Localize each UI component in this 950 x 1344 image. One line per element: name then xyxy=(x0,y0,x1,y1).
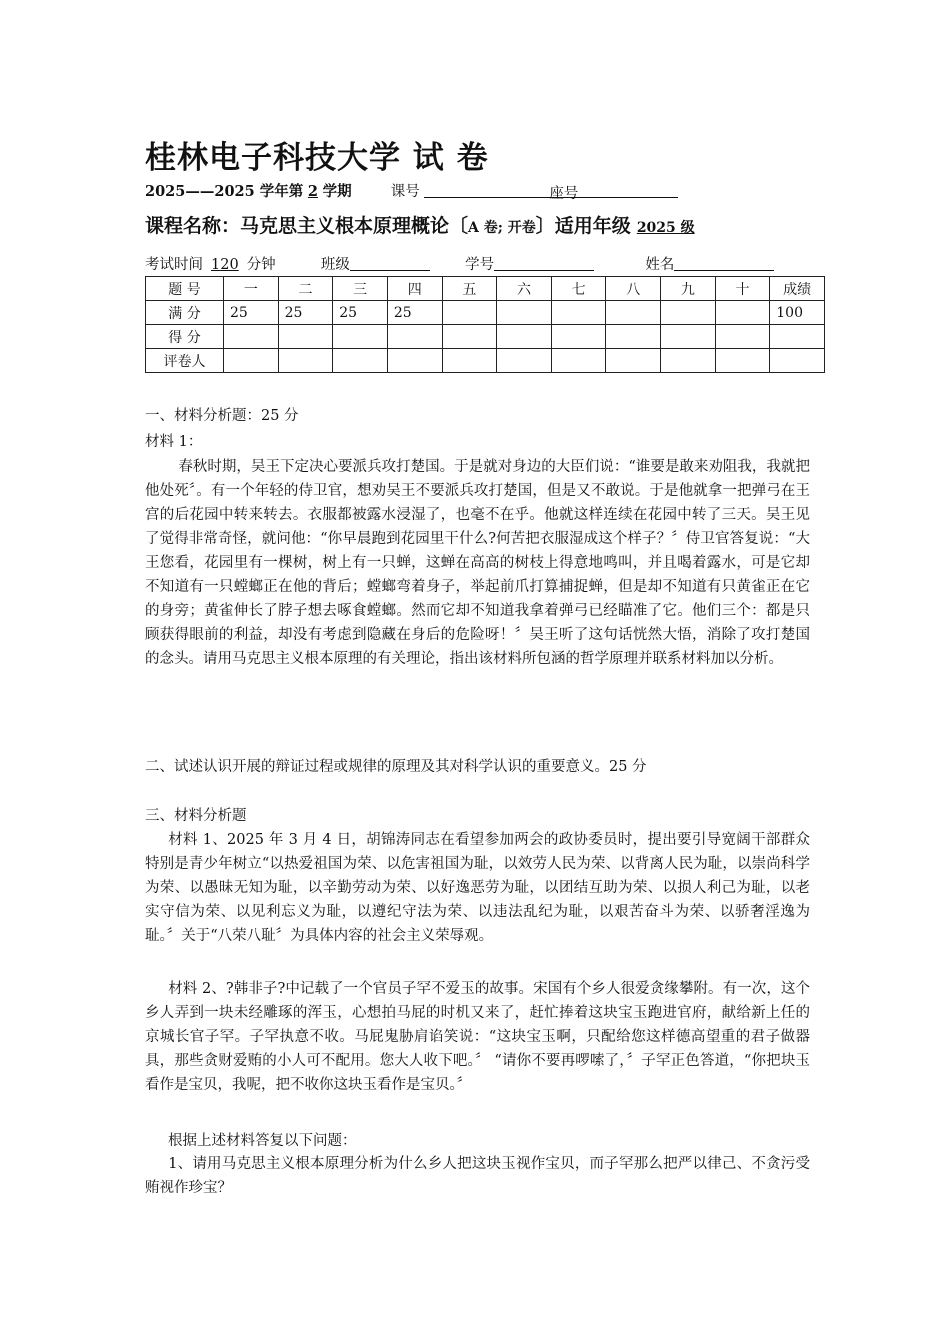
q2-heading: 二、试述认识开展的辩证过程或规律的原理及其对科学认识的重要意义。25 分 xyxy=(145,759,647,775)
course-number-blank[interactable] xyxy=(424,182,549,198)
header-cell: 二 xyxy=(278,277,333,301)
table-cell: 100 xyxy=(770,301,825,325)
score-table-header-row xyxy=(146,277,825,301)
header-cell: 六 xyxy=(497,277,552,301)
table-cell xyxy=(661,301,716,325)
table-cell[interactable] xyxy=(715,325,770,349)
q1-material-text: 春秋时期，吴王下定决心要派兵攻打楚国。于是就对身边的大臣们说：“谁要是敢来劝阻我，我就把他处死〞。有一个年轻的侍卫官，想劝吴王不要派兵攻打楚国，但是又不敢说。于是他就拿一把弹弓在王宫的后花园中转来转去。衣服都被露水浸湿了，也毫不在乎。他就这样连续在花园中转了三天。吴王见了觉得非常奇怪，就问他：“你早晨跑到花园里干什么?何苦把衣服湿成这个样子？〞侍卫官答复说：“大王您看，花园里有一棵树，树上有一只蝉，这蝉在高高的树枝上得意地鸣叫，并且喝着露水，可是它却不知道有一只螳螂正在他的背后；螳螂弯着身子，举起前爪打算捕捉蝉，但是却不知道有只黄雀正在它的身旁；黄雀伸长了脖子想去啄食螳螂。然而它却不知道我拿着弹弓已经瞄准了它。他们三个：都是只顾获得眼前的利益，却没有考虑到隐藏在身后的危险呀！〞吴王听了这句话恍然大悟，消除了攻打楚国的念头。请用马克思主义根本原理的有关理论，指出该材料所包涵的哲学原理并联系材料加以分析。 xyxy=(145,459,810,667)
table-cell[interactable] xyxy=(387,349,442,373)
course-line xyxy=(145,211,701,238)
table-cell[interactable] xyxy=(606,325,661,349)
q3-material-1: 材料 1、2025 年 3 月 4 日，胡锦涛同志在看望参加两会的政协委员时，提出要引导宽阔干部群众特别是青少年树立“以热爱祖国为荣、以危害祖国为耻，以效劳人民为荣、以背离人民为耻，以崇尚科学为荣、以愚昧无知为耻，以辛勤劳动为荣、以好逸恶劳为耻，以团结互助为荣、以损人利己为耻，以老实守信为荣、以见利忘义为耻，以遵纪守法为荣、以违法乱纪为耻，以艰苦奋斗为荣、以骄奢淫逸为耻。〞关于“八荣八耻〞为具体内容的社会主义荣辱观。 xyxy=(145,832,810,944)
table-cell xyxy=(606,301,661,325)
term-suffix: 学期 xyxy=(322,183,352,200)
table-cell[interactable] xyxy=(551,325,606,349)
header-cell: 十 xyxy=(715,277,770,301)
table-cell[interactable] xyxy=(333,349,388,373)
table-cell[interactable] xyxy=(497,325,552,349)
term-years: 2025——2025 学年第 xyxy=(145,183,304,200)
class-label: 班级 xyxy=(320,257,350,273)
grader-row xyxy=(146,349,825,373)
term-number: 2 xyxy=(307,183,318,200)
student-no-label: 学号 xyxy=(465,257,495,273)
header-cell: 九 xyxy=(661,277,716,301)
table-cell[interactable] xyxy=(715,349,770,373)
table-cell: 25 xyxy=(224,301,279,325)
q3-heading: 三、材料分析题 xyxy=(145,808,247,824)
header-cell: 一 xyxy=(224,277,279,301)
score-table xyxy=(145,276,825,373)
course-name-label: 课程名称：马克思主义根本原理概论〔 xyxy=(145,215,469,237)
row-label: 得 分 xyxy=(146,325,224,349)
table-cell xyxy=(715,301,770,325)
header-cell: 七 xyxy=(551,277,606,301)
course-number-label: 课号 xyxy=(390,184,420,200)
full-score-row xyxy=(146,301,825,325)
table-cell xyxy=(497,301,552,325)
exam-time-label: 考试时间 xyxy=(145,257,203,273)
table-cell[interactable] xyxy=(497,349,552,373)
table-cell[interactable] xyxy=(278,325,333,349)
paper-type: A 卷; 开卷 xyxy=(468,220,536,236)
table-cell[interactable] xyxy=(442,325,497,349)
q3-material-2: 材料 2、?韩非子?中记载了一个官员子罕不爱玉的故事。宋国有个乡人很爱贪缘攀附。有一次，这个乡人弄到一块未经雕琢的浑玉，心想拍马屁的时机又来了，赶忙捧着这块宝玉跑进官府，献给新上任的京城长官子罕。子罕执意不收。马屁鬼胁肩谄笑说：“这块宝玉啊，只配给您这样德高望重的君子做器具，那些贪财爱贿的小人可不配用。您大人收下吧。〞 “请你不要再啰嗦了，〞子罕正色答道，“你把块玉看作是宝贝，我呢，把不收你这块玉看作是宝贝。〞 xyxy=(145,981,810,1093)
exam-info-line xyxy=(145,253,774,274)
student-no-blank[interactable] xyxy=(494,255,594,271)
header-cell: 四 xyxy=(387,277,442,301)
table-cell xyxy=(551,301,606,325)
header-cell: 三 xyxy=(333,277,388,301)
row-label: 评卷人 xyxy=(146,349,224,373)
table-cell[interactable] xyxy=(333,325,388,349)
name-label: 姓名 xyxy=(645,257,675,273)
table-cell: 25 xyxy=(278,301,333,325)
seat-label: 座号 xyxy=(549,182,578,198)
q3-subquestion-1: 1、请用马克思主义根本原理分析为什么乡人把这块玉视作宝贝，而子罕那么把严以律己、不贪污受贿视作珍宝？ xyxy=(145,1156,810,1196)
exam-time-unit: 分钟 xyxy=(246,257,276,273)
seat-blank[interactable] xyxy=(578,182,678,198)
table-cell[interactable] xyxy=(387,325,442,349)
table-cell[interactable] xyxy=(606,349,661,373)
table-cell[interactable] xyxy=(661,349,716,373)
exam-time: 120 xyxy=(211,257,239,273)
q1-material-label: 材料 1： xyxy=(145,434,203,450)
header-cell: 成绩 xyxy=(770,277,825,301)
term-line xyxy=(145,180,678,201)
grade: 2025 级 xyxy=(636,220,695,236)
table-cell[interactable] xyxy=(442,349,497,373)
table-cell[interactable] xyxy=(770,349,825,373)
table-cell[interactable] xyxy=(224,325,279,349)
class-blank[interactable] xyxy=(350,255,430,271)
q3-prompt: 根据上述材料答复以下问题： xyxy=(168,1133,357,1149)
table-cell: 25 xyxy=(333,301,388,325)
obtained-score-row xyxy=(146,325,825,349)
table-cell[interactable] xyxy=(224,349,279,373)
header-cell: 八 xyxy=(606,277,661,301)
name-blank[interactable] xyxy=(674,255,774,271)
table-cell[interactable] xyxy=(661,325,716,349)
header-cell: 题 号 xyxy=(146,277,224,301)
table-cell[interactable] xyxy=(770,325,825,349)
row-label: 满 分 xyxy=(146,301,224,325)
table-cell[interactable] xyxy=(551,349,606,373)
table-cell[interactable] xyxy=(278,349,333,373)
table-cell xyxy=(442,301,497,325)
header-cell: 五 xyxy=(442,277,497,301)
table-cell: 25 xyxy=(387,301,442,325)
course-close-label: 〕适用年级 xyxy=(535,215,631,237)
exam-title: 桂林电子科技大学 试 卷 xyxy=(145,140,489,176)
q1-heading: 一、材料分析题：25 分 xyxy=(145,408,299,424)
